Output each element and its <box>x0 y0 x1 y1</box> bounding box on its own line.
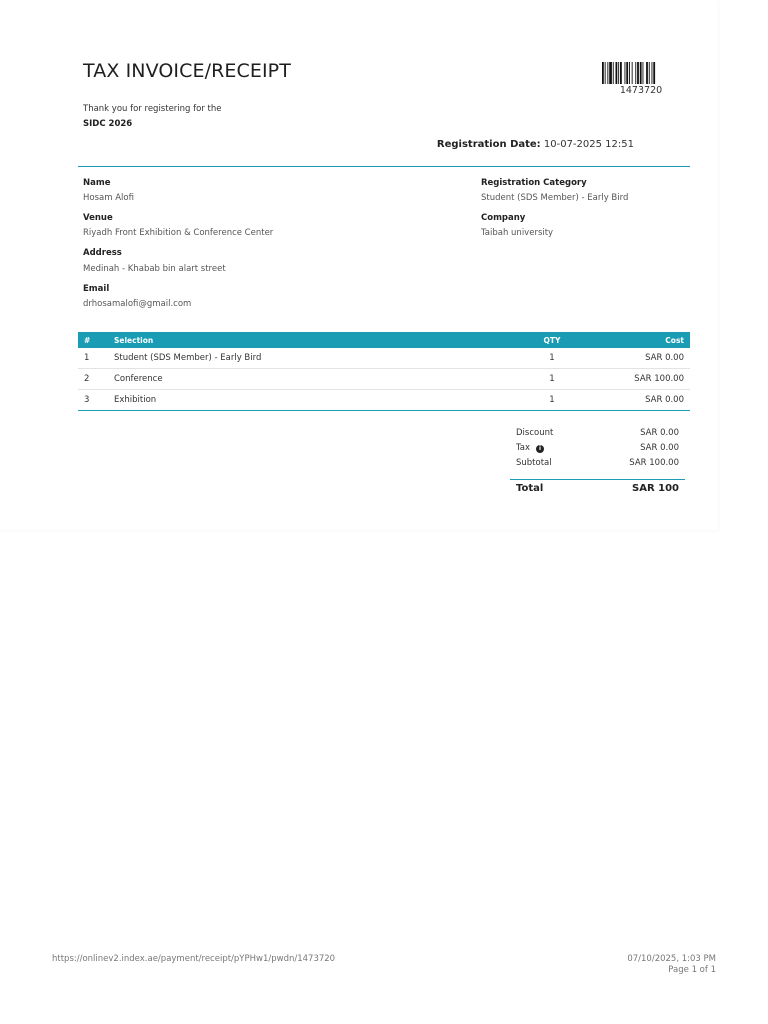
address-value: Medinah - Khabab bin alart street <box>83 264 226 274</box>
total-value: SAR 100 <box>632 483 679 494</box>
total-row <box>516 483 679 494</box>
registration-date-value: 10-07-2025 12:51 <box>543 139 634 150</box>
invoice-page <box>0 0 718 530</box>
discount-row <box>516 428 679 438</box>
barcode-number: 1473720 <box>619 85 663 96</box>
footer-page-number: Page 1 of 1 <box>668 965 716 975</box>
row-selection: Exhibition <box>108 390 516 411</box>
tax-row <box>516 443 679 453</box>
items-table <box>78 332 690 411</box>
registration-date-label: Registration Date: <box>436 139 541 150</box>
row-qty: 1 <box>516 369 588 390</box>
row-qty: 1 <box>516 348 588 369</box>
venue-value: Riyadh Front Exhibition & Conference Center <box>83 228 274 238</box>
email-label: Email <box>83 284 110 294</box>
name-label: Name <box>83 178 111 188</box>
registration-date <box>437 139 634 150</box>
row-cost: SAR 100.00 <box>588 369 690 390</box>
subtotal-value: SAR 100.00 <box>629 458 679 468</box>
row-cost: SAR 0.00 <box>588 348 690 369</box>
footer-datetime: 07/10/2025, 1:03 PM <box>627 954 716 964</box>
row-cost: SAR 0.00 <box>588 390 690 411</box>
address-label: Address <box>83 248 122 258</box>
table-row <box>78 348 690 369</box>
header-num: # <box>84 335 91 345</box>
footer-url: https://onlinev2.index.ae/payment/receipt/pYPHw1/pwdn/1473720 <box>52 954 336 964</box>
row-num: 1 <box>78 348 108 369</box>
total-divider <box>510 479 685 480</box>
header-qty: QTY <box>543 335 561 345</box>
name-value: Hosam Alofi <box>83 193 134 203</box>
row-selection: Student (SDS Member) - Early Bird <box>108 348 516 369</box>
email-value: drhosamalofi@gmail.com <box>83 299 192 309</box>
category-label: Registration Category <box>481 178 587 188</box>
discount-value: SAR 0.00 <box>640 428 679 438</box>
venue-label: Venue <box>83 213 113 223</box>
header-selection: Selection <box>114 335 154 345</box>
subtotal-row <box>516 458 679 468</box>
row-num: 2 <box>78 369 108 390</box>
table-row <box>78 369 690 390</box>
subtotal-label: Subtotal <box>516 458 552 468</box>
header-divider <box>78 166 690 167</box>
info-icon[interactable]: i <box>536 445 544 453</box>
row-selection: Conference <box>108 369 516 390</box>
tax-label: Tax <box>516 443 531 453</box>
invoice-title: TAX INVOICE/RECEIPT <box>83 60 291 82</box>
tax-value: SAR 0.00 <box>640 443 679 453</box>
thanks-text: Thank you for registering for the <box>83 104 222 114</box>
header-cost: Cost <box>665 335 684 345</box>
category-value: Student (SDS Member) - Early Bird <box>481 193 629 203</box>
barcode-image <box>602 62 680 84</box>
company-label: Company <box>481 213 526 223</box>
row-qty: 1 <box>516 390 588 411</box>
table-header-row <box>78 332 690 348</box>
row-num: 3 <box>78 390 108 411</box>
total-label: Total <box>516 483 544 494</box>
event-name: SIDC 2026 <box>83 119 133 129</box>
discount-label: Discount <box>516 428 554 438</box>
table-row <box>78 390 690 411</box>
company-value: Taibah university <box>481 228 554 238</box>
